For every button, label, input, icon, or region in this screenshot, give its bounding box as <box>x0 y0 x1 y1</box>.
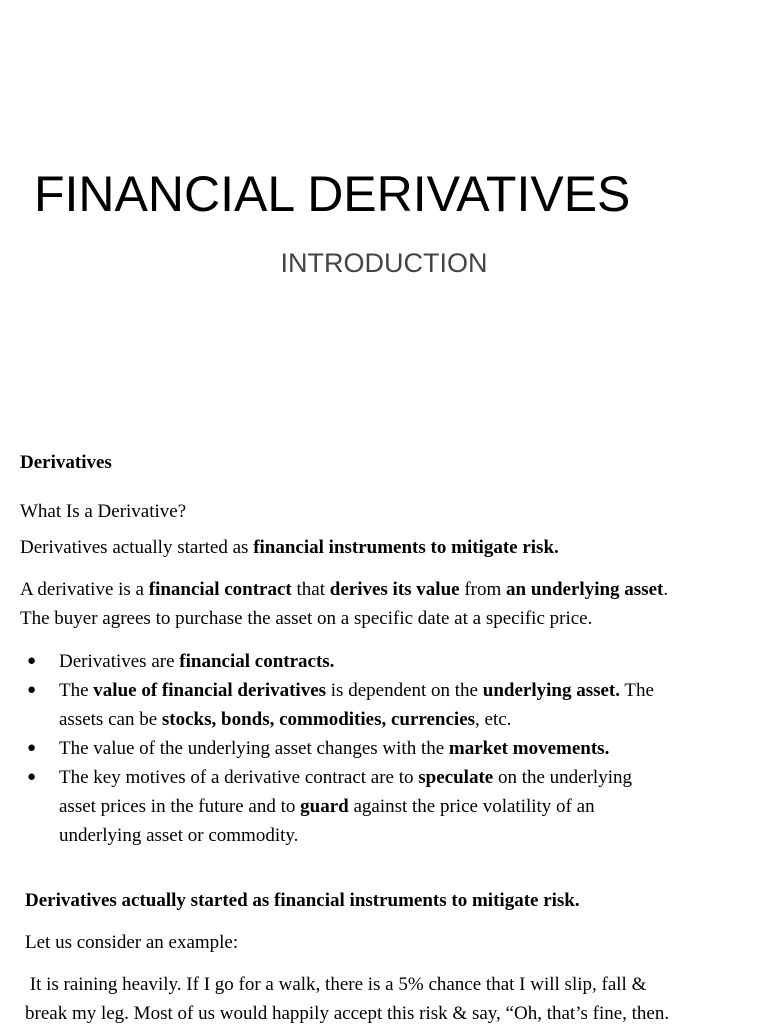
bullet-text: asset prices in the future and to <box>59 796 301 817</box>
bold-statement: Derivatives actually started as financial instruments to mitigate risk. <box>25 890 580 911</box>
bullet-text: underlying asset or commodity. <box>59 825 299 846</box>
bullet-emphasis: financial contracts. <box>179 651 335 672</box>
definition-emphasis: financial contract <box>148 579 292 600</box>
bullet-text: The <box>59 680 94 701</box>
definition-emphasis: derives its value <box>329 579 460 600</box>
bullet-icon: ● <box>27 769 37 785</box>
bullet-text: Derivatives are <box>59 651 180 672</box>
bullet-text: on the underlying <box>493 767 632 788</box>
definition-emphasis: an underlying asset <box>506 579 664 600</box>
bullet-emphasis: market movements. <box>448 738 610 759</box>
bullet-text: The <box>620 680 654 701</box>
intro-paragraph <box>20 533 559 562</box>
document-subtitle: INTRODUCTION <box>280 248 488 278</box>
bullet-emphasis: stocks, bonds, commodities, currencies <box>161 709 476 730</box>
bullet-text: The value of the underlying asset changes with the <box>59 738 449 759</box>
bullet-emphasis: guard <box>300 796 349 817</box>
bullet-emphasis: speculate <box>418 767 494 788</box>
definition-text: that <box>291 579 330 600</box>
example-paragraph <box>25 970 669 1028</box>
definition-text: from <box>459 579 507 600</box>
bullet-text: against the price volatility of an <box>348 796 595 817</box>
bullet-text: The key motives of a derivative contract are to <box>59 767 419 788</box>
bullet-icon: ● <box>27 740 37 756</box>
example-line-2: break my leg. Most of us would happily accept this risk & say, “Oh, that’s fine, then. <box>25 1003 670 1024</box>
bullet-icon: ● <box>27 682 37 698</box>
bullet-text: assets can be <box>59 709 162 730</box>
intro-emphasis: financial instruments to mitigate risk. <box>253 537 559 558</box>
list-item <box>0 647 654 676</box>
intro-text: Derivatives actually started as <box>20 537 254 558</box>
definition-line-2: The buyer agrees to purchase the asset on a specific date at a specific price. <box>20 608 593 629</box>
definition-text: A derivative is a <box>20 579 149 600</box>
list-item <box>0 734 654 763</box>
example-line-1: It is raining heavily. If I go for a walk, there is a 5% chance that I will slip, fall & <box>25 974 647 995</box>
example-intro: Let us consider an example: <box>25 932 239 953</box>
definition-text: . <box>663 579 669 600</box>
bullet-icon: ● <box>27 653 37 669</box>
bullet-list <box>0 647 654 850</box>
bullet-emphasis: underlying asset. <box>482 680 620 701</box>
definition-paragraph <box>20 575 668 633</box>
document-title: FINANCIAL DERIVATIVES <box>34 166 631 222</box>
bullet-emphasis: value of financial derivatives <box>93 680 327 701</box>
list-item <box>0 676 654 734</box>
list-item <box>0 763 654 850</box>
section-heading: Derivatives <box>20 452 112 473</box>
bullet-text: , etc. <box>475 709 512 730</box>
question-line: What Is a Derivative? <box>20 501 187 522</box>
bullet-text: is dependent on the <box>326 680 483 701</box>
